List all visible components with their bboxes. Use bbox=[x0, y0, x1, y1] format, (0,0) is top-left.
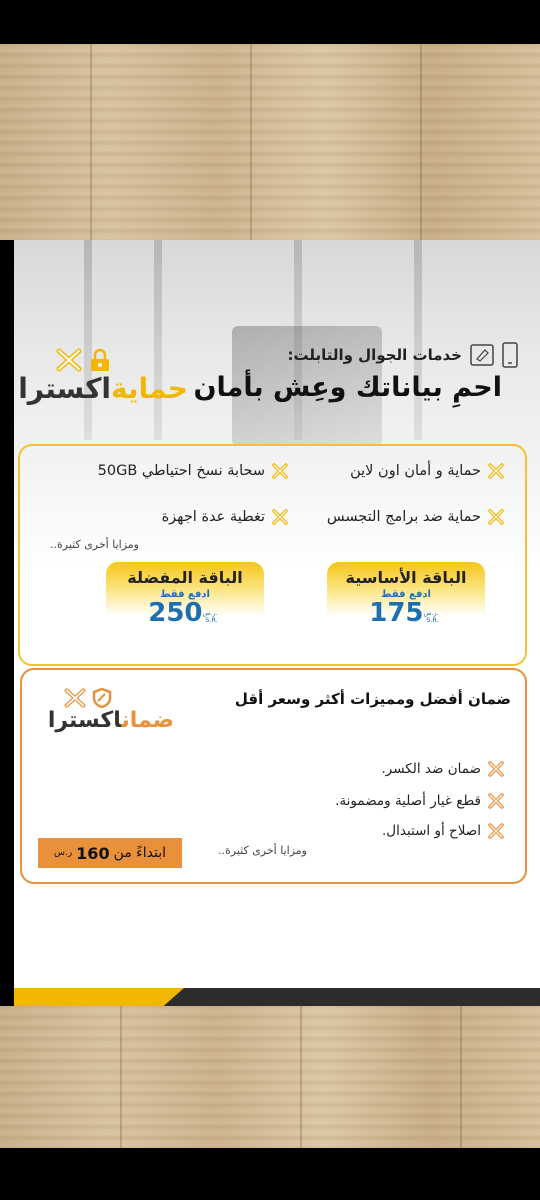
package-pay-label: ادفع فقط bbox=[381, 589, 431, 600]
features-more-text: ومزايا أخرى كثيرة.. bbox=[50, 538, 139, 551]
features-box bbox=[18, 444, 527, 666]
daman-extra-logo bbox=[44, 688, 174, 733]
warranty-box bbox=[20, 668, 527, 884]
package-price: 175 bbox=[369, 598, 424, 628]
promo-flyer bbox=[14, 240, 540, 1006]
wood-background-bottom bbox=[0, 1006, 540, 1148]
package-name: الباقة الأساسية bbox=[345, 568, 467, 587]
tablet-icon bbox=[470, 344, 494, 366]
headline: احمِ بياناتك وعِش بأمان bbox=[193, 372, 502, 403]
feature-item bbox=[350, 462, 505, 480]
package-name: الباقة المفضلة bbox=[127, 568, 243, 587]
check-x-icon bbox=[271, 508, 289, 526]
category-title: خدمات الجوال والتابلت: bbox=[287, 346, 462, 364]
check-x-icon bbox=[271, 462, 289, 480]
package-preferred bbox=[106, 562, 264, 634]
brand-word-dark: اكسترا bbox=[18, 372, 112, 405]
check-x-icon bbox=[487, 760, 505, 778]
feature-label: حماية ضد برامج التجسس bbox=[326, 509, 481, 525]
lock-icon bbox=[88, 348, 112, 372]
feature-label: تغطية عدة اجهزة bbox=[161, 509, 265, 525]
brand-word-gold: حماية bbox=[111, 372, 188, 405]
feature-item bbox=[162, 508, 289, 526]
package-basic bbox=[327, 562, 485, 634]
price-currency: ر.س bbox=[53, 848, 73, 858]
warranty-item-label: ضمان ضد الكسر. bbox=[381, 761, 481, 777]
check-x-icon bbox=[487, 508, 505, 526]
warranty-item bbox=[335, 792, 505, 810]
starting-price-tag bbox=[38, 838, 182, 868]
warranty-title: ضمان أفضل ومميزات أكثر وسعر أقل bbox=[234, 690, 511, 708]
feature-item bbox=[327, 508, 505, 526]
wood-background-top bbox=[0, 44, 540, 240]
warranty-item bbox=[381, 760, 505, 778]
price-prefix: ابتداءً من bbox=[113, 845, 167, 861]
package-price: 250 bbox=[148, 598, 203, 628]
price-value: 160 bbox=[76, 843, 110, 863]
package-currency: ر.س. S.R. bbox=[202, 608, 218, 624]
package-currency: ر.س. S.R. bbox=[423, 608, 439, 624]
shield-icon bbox=[92, 688, 112, 708]
x-logo-icon bbox=[64, 688, 86, 708]
check-x-icon bbox=[487, 822, 505, 840]
feature-label: حماية و أمان اون لاين bbox=[350, 463, 481, 479]
category-heading bbox=[287, 342, 518, 368]
package-pay-label: ادفع فقط bbox=[160, 589, 210, 600]
warranty-item-label: قطع غيار أصلية ومضمونة. bbox=[335, 793, 481, 809]
check-x-icon bbox=[487, 462, 505, 480]
warranty-item bbox=[382, 822, 505, 840]
feature-item bbox=[98, 462, 289, 480]
himaya-extra-logo bbox=[18, 348, 188, 405]
brand-word-orange: ضمان bbox=[121, 708, 174, 733]
warranty-more-text: ومزايا أخرى كثيرة.. bbox=[218, 844, 307, 857]
brand-word-dark: اكسترا bbox=[47, 708, 122, 733]
feature-label: سحابة نسخ احتياطي 50GB bbox=[97, 463, 265, 479]
check-x-icon bbox=[487, 792, 505, 810]
warranty-item-label: اصلاح أو استبدال. bbox=[382, 823, 481, 839]
phone-icon bbox=[502, 342, 518, 368]
bottom-stripe bbox=[14, 988, 540, 1006]
x-logo-icon bbox=[56, 348, 82, 372]
